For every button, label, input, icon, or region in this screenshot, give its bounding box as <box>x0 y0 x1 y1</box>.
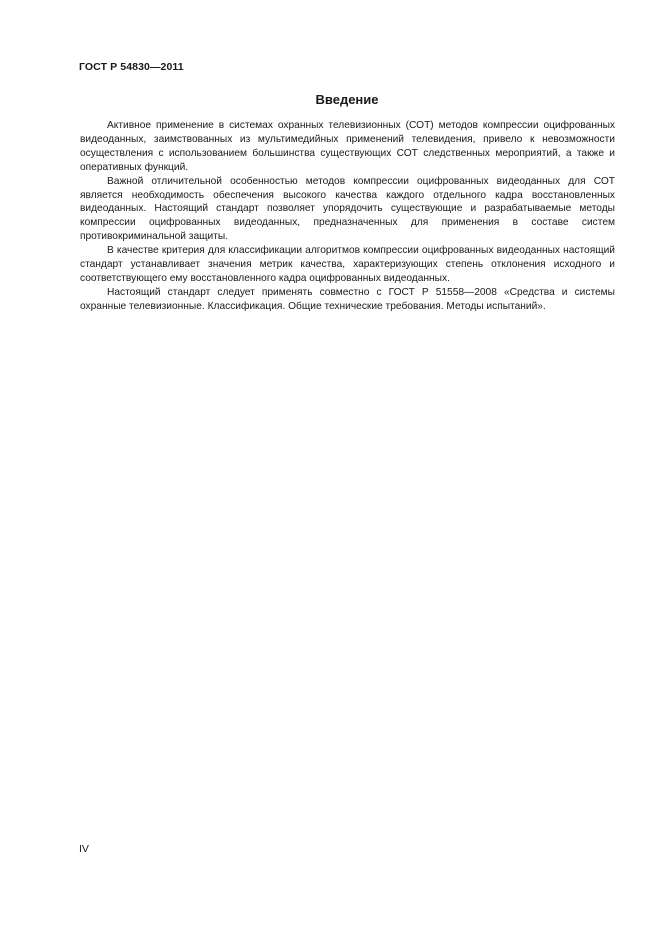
section-body <box>80 119 615 314</box>
document-code: ГОСТ Р 54830—2011 <box>79 61 184 73</box>
paragraph: В качестве критерия для классификации алгоритмов компрессии оцифрованных видеоданных настоящий стандарт устанавливает значения метрик качества, характеризующих степень отклонения исходного и соответствующего ему восстановленного кадра оцифрованных видеоданных. <box>80 245 615 284</box>
page-number: IV <box>79 843 89 855</box>
paragraph: Важной отличительной особенностью методов компрессии оцифрованных видеоданных для СОТ является необходимость обеспечения высокого качества каждого отдельного кадра восстановленных видеоданных. Настоящий стандарт позволяет упорядочить существующие и разрабатываемые методы компрессии оцифрованных видеоданных, предназначенных для применения в составе систем противокриминальной защиты. <box>80 175 615 243</box>
section-title: Введение <box>315 92 379 107</box>
paragraph: Настоящий стандарт следует применять совместно с ГОСТ Р 51558—2008 «Средства и системы охранные телевизионные. Классификация. Общие технические требования. Методы испытаний». <box>80 286 615 312</box>
paragraph: Активное применение в системах охранных телевизионных (СОТ) методов компрессии оцифрованных видеоданных, заимствованных из мультимедийных применений телевидения, привело к невозможности осуществления с использованием большинства существующих СОТ следственных мероприятий, а также и оперативных функций. <box>80 120 615 173</box>
